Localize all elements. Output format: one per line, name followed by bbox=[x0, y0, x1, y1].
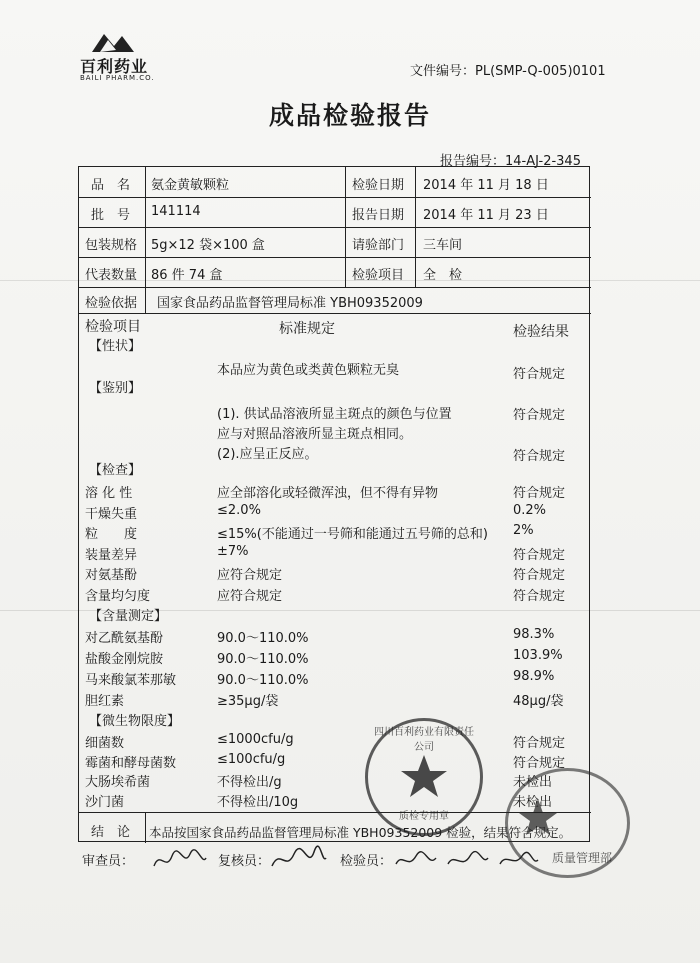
checks-row bbox=[79, 585, 591, 605]
item-result: 符合规定 bbox=[513, 588, 566, 604]
item-name: 细菌数 bbox=[85, 736, 125, 751]
product-label: 品 名 bbox=[91, 178, 131, 193]
item-standard: 不得检出/g bbox=[217, 775, 282, 790]
traits-standard: 本品应为黄色或类黄色颗粒无臭 bbox=[217, 363, 400, 378]
micro-row bbox=[79, 752, 591, 772]
item-value: 全 检 bbox=[423, 268, 463, 283]
checks-row bbox=[79, 544, 591, 564]
conclusion-text: 本品按国家食品药品监督管理局标准 YBH09352009 检验，结果符合规定。 bbox=[149, 825, 572, 840]
item-result: 符合规定 bbox=[513, 736, 566, 751]
report-date-label: 报告日期 bbox=[352, 208, 405, 223]
header-standard: 标准规定 bbox=[279, 321, 335, 337]
batch-value: 141114 bbox=[151, 204, 201, 219]
section-traits: 【性状】 bbox=[89, 339, 142, 354]
quantity-label: 代表数量 bbox=[85, 268, 138, 283]
item-name: 马来酸氯苯那敏 bbox=[85, 673, 177, 688]
item-result: 符合规定 bbox=[513, 547, 566, 563]
row-divider bbox=[79, 287, 591, 288]
product-value: 氨金黄敏颗粒 bbox=[151, 178, 230, 193]
seal-subtext: 质检专用章 bbox=[399, 811, 449, 822]
report-number: 报告编号：14-AJ-2-345 bbox=[440, 154, 581, 169]
item-name: 霉菌和酵母菌数 bbox=[85, 755, 177, 771]
row-divider bbox=[79, 257, 591, 258]
conclusion-label: 结 论 bbox=[91, 825, 131, 840]
item-name: 干燥失重 bbox=[85, 506, 138, 522]
contents-row bbox=[79, 648, 591, 668]
basis-label: 检验依据 bbox=[85, 296, 138, 311]
item-standard: ≤1000cfu/g bbox=[217, 732, 294, 747]
item-name: 溶 化 性 bbox=[85, 486, 133, 501]
basis-value: 国家食品药品监督管理局标准 YBH09352009 bbox=[157, 296, 423, 311]
col-divider bbox=[145, 812, 146, 843]
batch-label: 批 号 bbox=[91, 208, 131, 223]
row-divider bbox=[79, 197, 591, 198]
identify-standard-1b: 应与对照品溶液所显主斑点相同。 bbox=[217, 427, 413, 442]
item-name: 胆红素 bbox=[85, 694, 125, 709]
company-name: 百利药业 bbox=[80, 57, 149, 76]
item-standard: ≤100cfu/g bbox=[217, 751, 286, 767]
traits-result: 符合规定 bbox=[513, 367, 566, 382]
col-divider bbox=[415, 167, 416, 287]
qa-seal-text: 质量管理部 bbox=[552, 851, 613, 865]
item-standard: ±7% bbox=[217, 543, 249, 559]
item-name: 粒 度 bbox=[85, 527, 138, 542]
seal-text: 四川百利药业有限责任公司 bbox=[374, 727, 474, 753]
item-result: 符合规定 bbox=[513, 755, 566, 771]
rechecker-signature bbox=[268, 842, 328, 878]
item-result: 符合规定 bbox=[513, 486, 566, 501]
logo-icon bbox=[90, 30, 136, 52]
section-check: 【检查】 bbox=[89, 463, 142, 478]
item-result: 未检出 bbox=[513, 794, 553, 810]
inspect-date-label: 检验日期 bbox=[352, 178, 405, 193]
item-result: 98.9% bbox=[513, 669, 555, 684]
inspection-table bbox=[78, 166, 590, 842]
section-micro: 【微生物限度】 bbox=[89, 714, 181, 729]
item-standard: 90.0～110.0% bbox=[217, 673, 309, 688]
identify-standard-1a: (1). 供试品溶液所显主斑点的颜色与位置 bbox=[217, 407, 452, 422]
checks-row bbox=[79, 482, 591, 502]
item-name: 含量均匀度 bbox=[85, 588, 151, 604]
identify-result-2: 符合规定 bbox=[513, 449, 566, 464]
contents-row bbox=[79, 690, 591, 710]
section-content: 【含量测定】 bbox=[89, 609, 168, 624]
dept-label: 请验部门 bbox=[352, 238, 405, 253]
item-name: 装量差异 bbox=[85, 547, 138, 563]
quantity-value: 86 件 74 盒 bbox=[151, 268, 223, 283]
item-standard: 90.0～110.0% bbox=[217, 631, 309, 646]
reviewer-label: 审查员： bbox=[82, 854, 135, 869]
report-date-value: 2014 年 11 月 23 日 bbox=[423, 208, 549, 223]
company-logo bbox=[80, 30, 160, 82]
item-standard: 应全部溶化或轻微浑浊，但不得有异物 bbox=[217, 486, 439, 501]
header-result: 检验结果 bbox=[513, 324, 569, 340]
inspector-signature bbox=[392, 846, 542, 874]
item-name: 对乙酰氨基酚 bbox=[85, 631, 164, 646]
contents-row bbox=[79, 627, 591, 647]
item-name: 盐酸金刚烷胺 bbox=[85, 652, 164, 667]
item-result: 48μg/袋 bbox=[513, 694, 564, 709]
company-name-en: BAILI PHARM.CO. bbox=[80, 74, 155, 82]
row-divider bbox=[79, 227, 591, 228]
item-standard: 90.0～110.0% bbox=[217, 652, 309, 667]
contents-row bbox=[79, 669, 591, 689]
item-label: 检验项目 bbox=[352, 268, 405, 283]
identify-standard-2: (2).应呈正反应。 bbox=[217, 447, 318, 462]
item-result: 符合规定 bbox=[513, 568, 566, 583]
rechecker-label: 复核员： bbox=[218, 854, 271, 869]
item-name: 大肠埃希菌 bbox=[85, 775, 151, 790]
item-standard: ≥35μg/袋 bbox=[217, 694, 279, 709]
header-item: 检验项目 bbox=[85, 319, 141, 335]
item-name: 沙门菌 bbox=[85, 794, 125, 810]
item-result: 2% bbox=[513, 523, 534, 538]
item-standard: 应符合规定 bbox=[217, 568, 283, 583]
item-name: 对氨基酚 bbox=[85, 568, 138, 583]
item-result: 103.9% bbox=[513, 648, 563, 663]
col-divider bbox=[345, 167, 346, 287]
dept-value: 三车间 bbox=[423, 238, 463, 253]
company-seal bbox=[365, 718, 483, 836]
item-standard: ≤15%(不能通过一号筛和能通过五号筛的总和) bbox=[217, 527, 488, 542]
checks-row bbox=[79, 564, 591, 584]
inspect-date-value: 2014 年 11 月 18 日 bbox=[423, 178, 549, 193]
item-result: 0.2% bbox=[513, 502, 547, 518]
package-value: 5g×12 袋×100 盒 bbox=[151, 238, 265, 253]
document-number: 文件编号：PL(SMP-Q-005)0101 bbox=[410, 64, 606, 79]
checks-row bbox=[79, 523, 591, 543]
item-standard: 应符合规定 bbox=[217, 588, 283, 604]
micro-row bbox=[79, 732, 591, 752]
identify-result-1: 符合规定 bbox=[513, 408, 566, 423]
checks-row bbox=[79, 503, 591, 523]
inspector-label: 检验员： bbox=[340, 854, 393, 869]
item-result: 98.3% bbox=[513, 627, 555, 642]
item-standard: ≤2.0% bbox=[217, 502, 261, 518]
page-title: 成品检验报告 bbox=[268, 101, 431, 130]
section-identify: 【鉴别】 bbox=[89, 381, 142, 396]
item-standard: 不得检出/10g bbox=[217, 794, 299, 810]
item-result: 未检出 bbox=[513, 775, 553, 790]
row-divider bbox=[79, 313, 591, 314]
package-label: 包装规格 bbox=[85, 238, 138, 253]
col-divider bbox=[145, 167, 146, 313]
reviewer-signature bbox=[150, 846, 210, 876]
